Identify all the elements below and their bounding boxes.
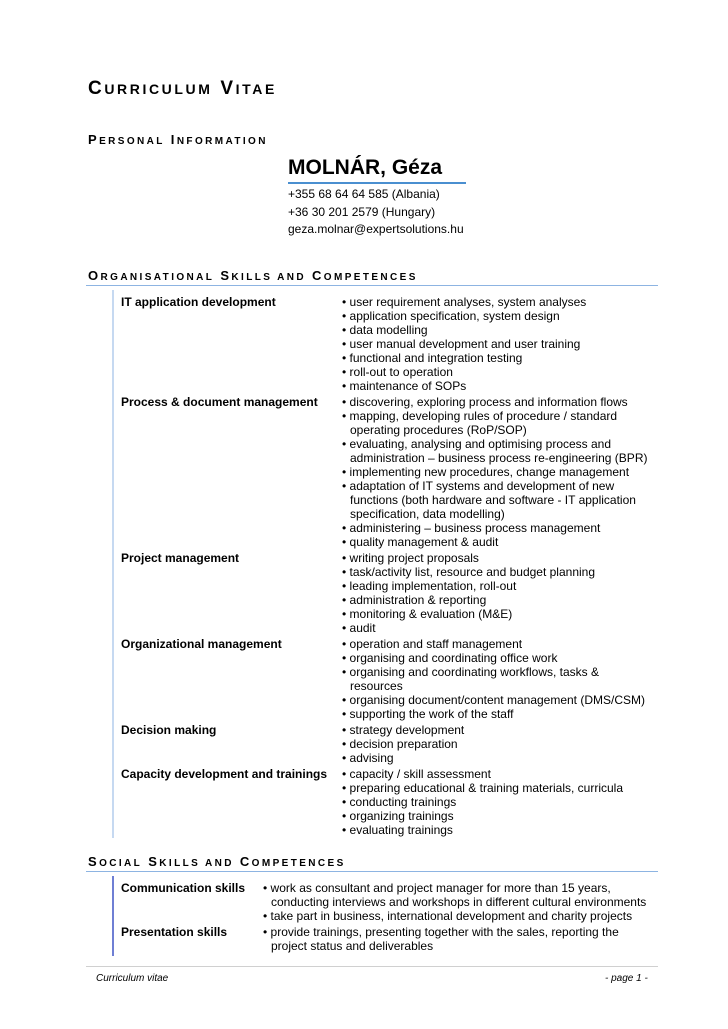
heading-rest: KILLS AND <box>231 272 306 283</box>
bullet-line-continued: project status and deliverables <box>271 939 434 953</box>
bullet-line: • administering – business process management <box>342 521 601 535</box>
bullet-line-continued: conducting interviews and workshops in different cultural environments <box>271 895 647 909</box>
bullet-line: • data modelling <box>342 323 428 337</box>
bullet-line: • implementing new procedures, change management <box>342 465 630 479</box>
bullet-line: • operation and staff management <box>342 637 523 651</box>
bullet-line: • mapping, developing rules of procedure / standard <box>342 409 618 423</box>
heading-rest: NFORMATION <box>176 136 268 147</box>
bullet-line: • organising document/content management (DMS/CSM) <box>342 693 646 707</box>
bullet-line-continued: specification, data modelling) <box>350 507 505 521</box>
phone-hungary: +36 30 201 2579 (Hungary) <box>288 205 436 219</box>
bullet-line: • capacity / skill assessment <box>342 767 491 781</box>
skill-label-capacity-development: Capacity development and trainings <box>121 767 328 781</box>
bullet-line: • advising <box>342 751 394 765</box>
footer-divider <box>86 966 658 967</box>
skill-label-it-application: IT application development <box>121 295 276 309</box>
bullet-line: • evaluating, analysing and optimising process and <box>342 437 612 451</box>
bullet-line: • application specification, system design <box>342 309 560 323</box>
bullet-line: • organising and coordinating office work <box>342 651 558 665</box>
bullet-line: • monitoring & evaluation (M&E) <box>342 607 513 621</box>
bullet-line: • preparing educational & training materials, curricula <box>342 781 624 795</box>
bullet-line-continued: administration – business process re-engineering (BPR) <box>350 451 648 465</box>
heading-initial: P <box>88 132 100 147</box>
bullet-line: • provide trainings, presenting together with the sales, reporting the <box>263 925 619 939</box>
page-number: - page 1 - <box>605 973 648 984</box>
skill-label-presentation: Presentation skills <box>121 925 228 939</box>
personal-information-heading <box>88 132 268 147</box>
surname: MOLNÁR, <box>288 156 386 179</box>
bullet-line-continued: functions (both hardware and software - IT application <box>350 493 636 507</box>
given-name: Géza <box>391 156 443 179</box>
skill-label-communication: Communication skills <box>121 881 246 895</box>
bullet-line: • maintenance of SOPs <box>342 379 467 393</box>
heading-rest: OMPETENCES <box>251 858 346 869</box>
section-divider <box>86 285 658 286</box>
bullet-line: • supporting the work of the staff <box>342 707 514 721</box>
heading-rest: KILLS AND <box>159 858 234 869</box>
heading-initial: O <box>88 268 101 283</box>
full-name <box>288 156 466 184</box>
organisational-skills-heading <box>88 268 418 283</box>
skill-label-process-document: Process & document management <box>121 395 318 409</box>
section-side-rule <box>112 876 114 956</box>
cv-title-rest: URRICULUM <box>104 81 213 97</box>
bullet-line: • writing project proposals <box>342 551 479 565</box>
heading-initial: I <box>164 132 177 147</box>
heading-initial: S <box>214 268 232 283</box>
bullet-line: • administration & reporting <box>342 593 487 607</box>
bullet-line: • organizing trainings <box>342 809 454 823</box>
bullet-line: • adaptation of IT systems and development of new <box>342 479 615 493</box>
skill-label-organizational-management: Organizational management <box>121 637 282 651</box>
bullet-line: • roll-out to operation <box>342 365 453 379</box>
footer-left: Curriculum vitae <box>96 973 169 984</box>
bullet-line: • discovering, exploring process and information flows <box>342 395 628 409</box>
section-side-rule <box>112 290 114 838</box>
bullet-line: • decision preparation <box>342 737 458 751</box>
skill-label-project-management: Project management <box>121 551 240 565</box>
bullet-line: • user requirement analyses, system analyses <box>342 295 587 309</box>
bullet-line: • work as consultant and project manager for more than 15 years, <box>263 881 611 895</box>
bullet-line: • organising and coordinating workflows, tasks & <box>342 665 599 679</box>
bullet-line: • quality management & audit <box>342 535 499 549</box>
bullet-line: • functional and integration testing <box>342 351 523 365</box>
cv-title-initial: C <box>88 78 105 99</box>
heading-rest: OMPETENCES <box>323 272 418 283</box>
bullet-line: • audit <box>342 621 376 635</box>
skill-label-decision-making: Decision making <box>121 723 217 737</box>
cv-title <box>88 78 277 100</box>
bullet-line-continued: resources <box>350 679 403 693</box>
cv-title-initial-2: V <box>212 78 236 99</box>
heading-initial: S <box>88 854 100 869</box>
email-address[interactable]: geza.molnar@expertsolutions.hu <box>288 222 464 236</box>
bullet-line: • leading implementation, roll-out <box>342 579 517 593</box>
heading-rest: OCIAL <box>99 858 143 869</box>
bullet-line: • evaluating trainings <box>342 823 453 837</box>
phone-albania: +355 68 64 64 585 (Albania) <box>288 187 440 201</box>
section-divider <box>86 871 658 872</box>
heading-initial: C <box>233 854 252 869</box>
bullet-line: • conducting trainings <box>342 795 457 809</box>
bullet-line: • strategy development <box>342 723 465 737</box>
cv-title-rest-2: ITAE <box>235 81 277 97</box>
bullet-line: • user manual development and user training <box>342 337 581 351</box>
heading-rest: RGANISATIONAL <box>100 272 215 283</box>
bullet-line-continued: operating procedures (RoP/SOP) <box>350 423 527 437</box>
heading-initial: C <box>305 268 324 283</box>
bullet-line: • take part in business, international development and charity projects <box>263 909 633 923</box>
heading-initial: S <box>142 854 160 869</box>
bullet-line: • task/activity list, resource and budget planning <box>342 565 596 579</box>
heading-rest: ERSONAL <box>99 136 165 147</box>
social-skills-heading <box>88 854 346 869</box>
